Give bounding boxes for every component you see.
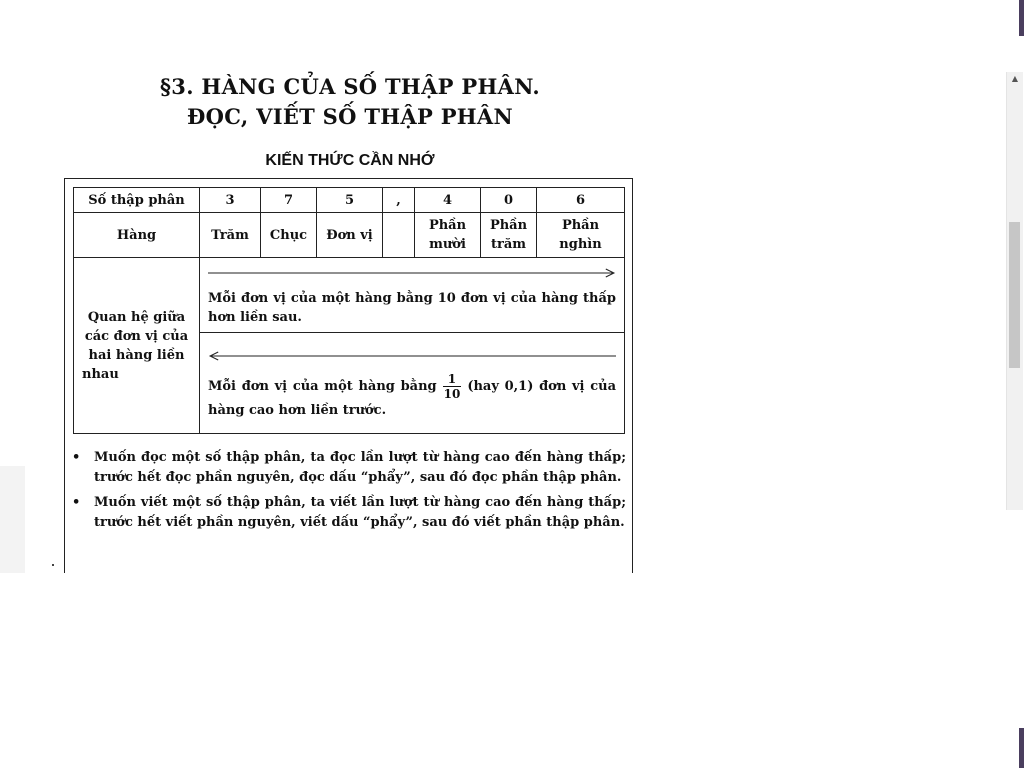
place-cell: Đơn vị (317, 213, 383, 258)
digit-cell: 0 (481, 188, 537, 213)
decimal-place-table (73, 187, 625, 434)
digit-cell: 6 (537, 188, 625, 213)
corner-decoration (1019, 728, 1024, 768)
digit-cell: 5 (317, 188, 383, 213)
scroll-up-icon[interactable]: ▲ (1011, 74, 1019, 83)
scroll-thumb[interactable] (1009, 222, 1020, 368)
stray-mark (52, 564, 54, 566)
digit-cell: 7 (261, 188, 317, 213)
relation-down-cell (200, 333, 625, 434)
table-row-relation-up (74, 258, 625, 333)
table-row-place (74, 213, 625, 258)
place-cell: Phần nghìn (537, 213, 625, 258)
bullet-icon: • (72, 450, 81, 465)
rule-text: Muốn đọc một số thập phân, ta đọc lần lượt từ hàng cao đến hàng thấp; trước hết đọc phần nguyên, đọc dấu “phẩy”, sau đó đọc phần thập phân. (94, 450, 626, 485)
relation-up-cell (200, 258, 625, 333)
row-label: Hàng (74, 213, 200, 258)
digit-cell: 4 (415, 188, 481, 213)
place-cell: Chục (261, 213, 317, 258)
bullet-icon: • (72, 495, 81, 510)
rule-text: Muốn viết một số thập phân, ta viết lần lượt từ hàng cao đến hàng thấp; trước hết viết phần nguyên, viết dấu “phẩy”, sau đó viết phần thập phân. (94, 495, 626, 530)
page-title (140, 72, 560, 132)
corner-decoration (1019, 0, 1024, 36)
rule-read (72, 448, 626, 488)
left-arrow-icon (208, 346, 616, 366)
rules-list (72, 448, 626, 538)
side-strip (0, 466, 25, 573)
relation-down-text-before: Mỗi đơn vị của một hàng bằng (208, 379, 437, 394)
relation-down-text-after: (hay 0,1) đơn vị của hàng cao hơn liền trước. (208, 379, 616, 418)
relation-label: Quan hệ giữa các đơn vị của hai hàng liền nhau (74, 258, 200, 434)
fraction-one-tenth (443, 372, 462, 401)
place-cell: Phần mười (415, 213, 481, 258)
fraction-denominator: 10 (443, 387, 461, 401)
title-line-1: §3. HÀNG CỦA SỐ THẬP PHÂN. (160, 74, 540, 99)
fraction-numerator: 1 (443, 372, 462, 387)
vertical-scrollbar[interactable] (1006, 72, 1023, 510)
relation-down-text (208, 372, 616, 420)
rule-write (72, 493, 626, 533)
comma-cell: , (383, 188, 415, 213)
digit-cell: 3 (200, 188, 261, 213)
section-heading: KIẾN THỨC CẦN NHỚ (265, 152, 435, 169)
place-cell-empty (383, 213, 415, 258)
right-arrow-icon (208, 263, 616, 283)
table-row-number (74, 188, 625, 213)
title-line-2: ĐỌC, VIẾT SỐ THẬP PHÂN (186, 104, 514, 129)
row-label: Số thập phân (74, 188, 200, 213)
relation-up-text: Mỗi đơn vị của một hàng bằng 10 đơn vị của hàng thấp hơn liền sau. (208, 291, 616, 325)
place-cell: Trăm (200, 213, 261, 258)
place-cell: Phần trăm (481, 213, 537, 258)
